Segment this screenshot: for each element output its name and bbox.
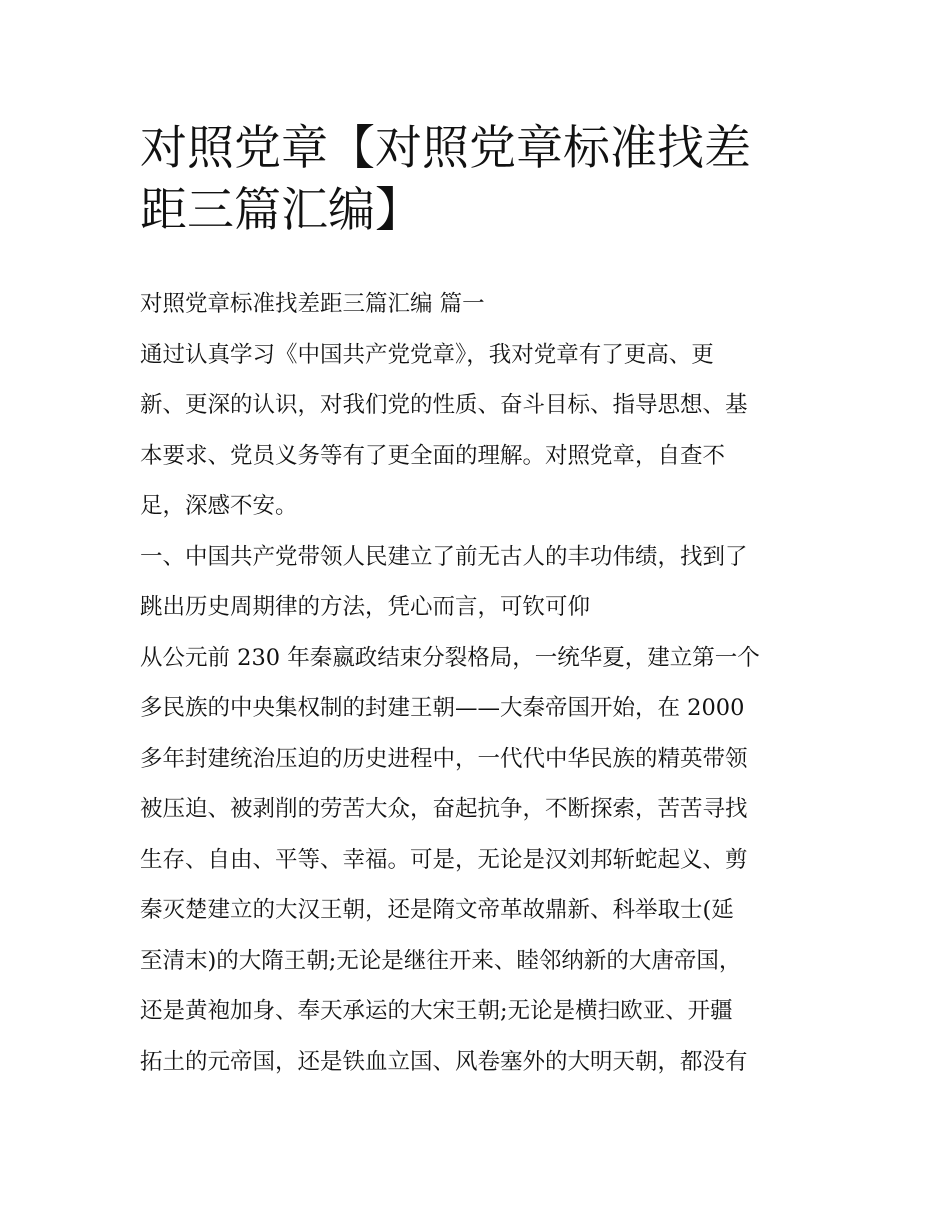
body-text-line: 从公元前 230 年秦嬴政结束分裂格局，一统华夏，建立第一个 [140,644,760,671]
body-text-line: 多民族的中央集权制的封建王朝——大秦帝国开始，在 2000 [140,695,745,721]
body-text-line: 被压迫、被剥削的劳苦大众，奋起抗争，不断探索，苦苦寻找 [140,796,748,822]
body-text-line: 至清末)的大隋王朝;无论是继往开来、睦邻纳新的大唐帝国， [140,947,742,974]
body-text-line: 秦灭楚建立的大汉王朝，还是隋文帝革故鼎新、科举取士(延 [140,897,734,923]
body-text-line: 还是黄袍加身、奉天承运的大宋王朝;无论是横扫欧亚、开疆 [140,998,733,1024]
subheading-line: 跳出历史周期律的方法，凭心而言，可钦可仰 [140,594,591,620]
document-body [140,279,820,1087]
body-text-line: 足，深感不安。 [140,493,298,519]
body-text-line: 本要求、党员义务等有了更全面的理解。对照党章，自查不 [140,442,726,469]
body-text-line: 新、更深的认识，对我们党的性质、奋斗目标、指导思想、基 [140,392,748,418]
body-text-line: 拓土的元帝国，还是铁血立国、风卷塞外的大明天朝，都没有 [140,1048,748,1075]
body-text-line: 生存、自由、平等、幸福。可是，无论是汉刘邦斩蛇起义、剪 [140,846,748,873]
subheading-line: 一、中国共产党带领人民建立了前无古人的丰功伟绩，找到了 [140,543,748,570]
title-line: 对照党章【对照党章标准找差 [140,121,751,176]
body-text-line: 多年封建统治压迫的历史进程中，一代代中华民族的精英带领 [140,745,748,772]
title-line: 距三篇汇编】 [140,183,422,238]
section-heading: 对照党章标准找差距三篇汇编 篇一 [140,291,485,317]
body-text-line: 通过认真学习《中国共产党党章》，我对党章有了更高、更 [140,341,714,368]
document-title [140,118,820,242]
